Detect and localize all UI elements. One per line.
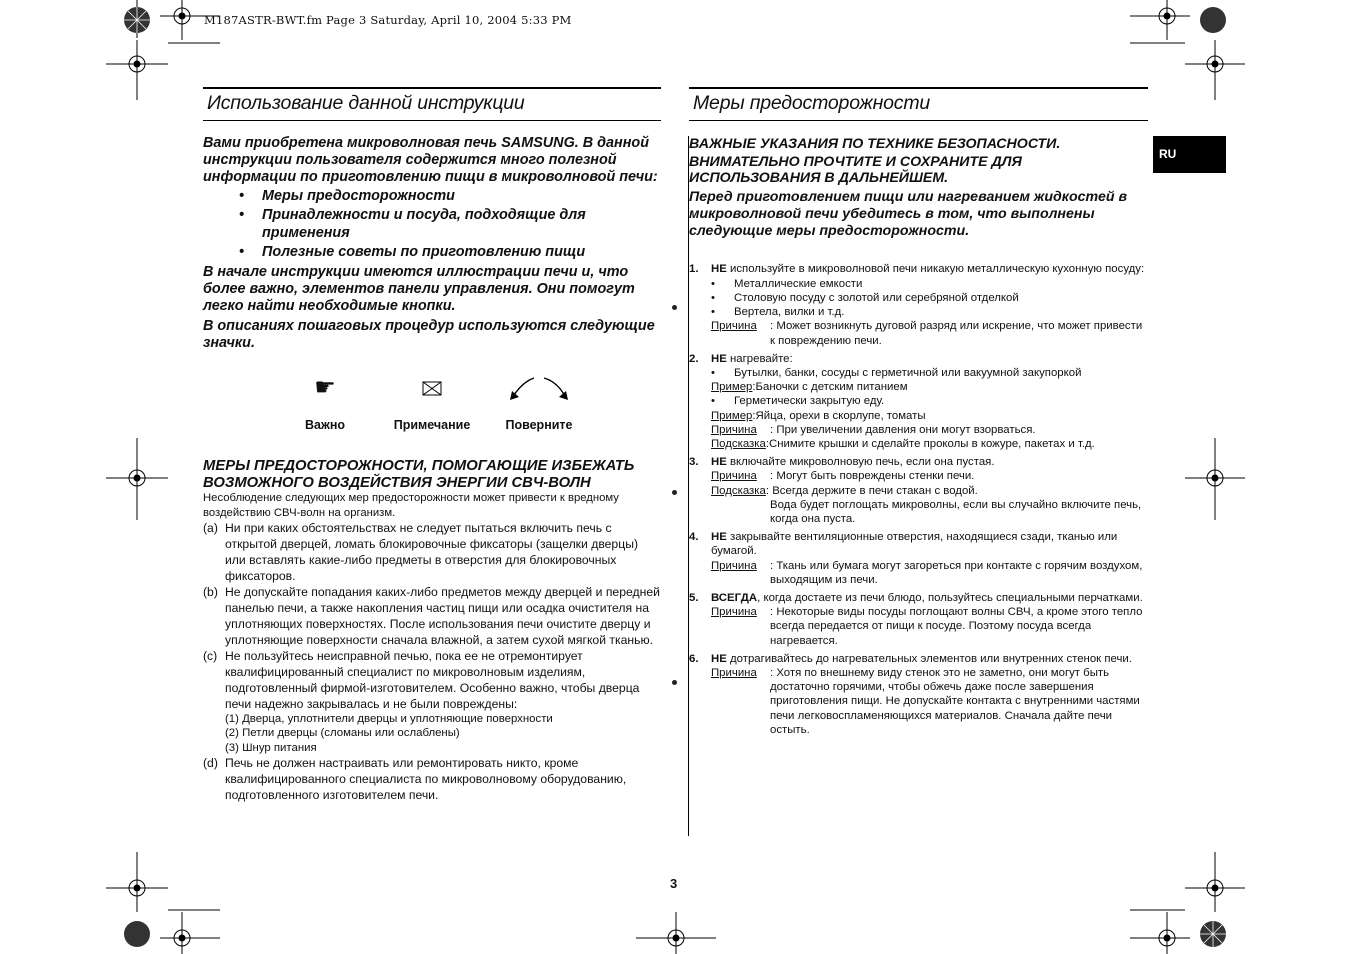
reason-text: : Хотя по внешнему виду стенок это не заметно, они могут быть достаточно горячими, чтобы обжечь даже после завершения приготовления пищи. Не допускайте контакта с внутренними частями печи легковоспламеняющихся материалов. Сначала дайте печи остыть. [770, 666, 1140, 736]
left-section-title: Использование данной инструкции [203, 87, 661, 121]
reason-label: Причина [711, 423, 757, 436]
precautions-list [689, 262, 1148, 737]
safety-item-marker: (c) [203, 648, 218, 663]
reason-text: : Могут быть повреждены стенки печи. [770, 470, 975, 483]
precaution-bullet: • Герметически закрытую еду. [711, 395, 885, 408]
safety-item-text: Печь не должен настраивать или ремонтировать никто, кроме квалифицированного специалиста по микроволновому оборудованию, подготовленного изготовителем печи. [225, 756, 627, 802]
precaution-text: включайте микроволновую печь, если она пустая. [726, 456, 995, 469]
precaution-text: нагревайте: [726, 352, 793, 365]
precautions-intro: Перед приготовлением пищи или нагреванием жидкостей в микроволновой печи убедитесь в том, что выполнены следующие меры предосторожности. [689, 189, 1128, 239]
legend-rotate-label: Поверните [505, 418, 573, 433]
safety-item-text: Не допускайте попадания каких-либо предметов между дверцей и передней панелью печи, а также накопления частиц пищи или осадка очистителя на уплотняющих поверхностях. После использования печи очистите дверцу и уплотняющие поверхности сначала влажной, а затем сухой мягкой тканью. [225, 584, 660, 647]
example-label: Пример [711, 381, 753, 394]
read-and-keep-heading: ВНИМАТЕЛЬНО ПРОЧТИТЕ И СОХРАНИТЕ ДЛЯ ИСПОЛЬЗОВАНИЯ В ДАЛЬНЕЙШЕМ. [689, 153, 1022, 187]
pointing-hand-icon: ☛ [314, 374, 336, 402]
precaution-number: 6. [689, 652, 699, 665]
reason-text: : Может возникнуть дуговой разряд или искрение, что может привести к повреждению печи. [770, 320, 1143, 347]
reason-label: Причина [711, 320, 757, 333]
safety-item-text: Не пользуйтесь неисправной печью, пока ее не отремонтирует квалифицированный специалист по микроволновым изделиям, подготовленный фирмой-изготовителем. Особенно важно, чтобы дверца печи надежно закрывалась и не были повреждены: [225, 648, 640, 711]
right-section-title: Меры предосторожности [689, 87, 1148, 121]
left-column [203, 87, 661, 803]
example-label: Пример [711, 409, 753, 422]
margin-dot [672, 680, 677, 685]
precaution-item [689, 530, 1148, 587]
safety-item [203, 755, 661, 803]
intro-bullet-text: Принадлежности и посуда, подходящие для применения [262, 206, 586, 242]
reason-label: Причина [711, 470, 757, 483]
precaution-item [689, 455, 1148, 526]
safety-item [203, 584, 661, 648]
precaution-bullet: • Металлические емкости [711, 277, 863, 290]
reason-label: Причина [711, 606, 757, 619]
right-column [689, 87, 1148, 741]
intro-bullets [203, 187, 661, 261]
reason-text: : При увеличении давления они могут взорваться. [770, 423, 1036, 436]
reason-line [711, 423, 1148, 437]
intro-bullet-text: Меры предосторожности [262, 188, 455, 205]
intro-bullet: • Меры предосторожности [239, 188, 455, 205]
intro-bullet-text: Полезные советы по приготовлению пищи [262, 243, 586, 260]
safety-instructions-heading: ВАЖНЫЕ УКАЗАНИЯ ПО ТЕХНИКЕ БЕЗОПАСНОСТИ. [689, 136, 1061, 152]
example-text: :Яйца, орехи в скорлупе, томаты [752, 409, 926, 422]
margin-dot [672, 490, 677, 495]
language-tab [1153, 136, 1226, 173]
intro-bullet: • Полезные советы по приготовлению пищи [239, 243, 586, 260]
reason-text: : Некоторые виды посуды поглощают волны СВЧ, а кроме этого тепло всегда передается от пищи к посуде. Поэтому посуда всегда нагревается. [770, 606, 1143, 647]
precaution-text: , когда достаете из печи блюдо, пользуйтесь специальными перчатками. [757, 591, 1143, 604]
margin-dot [672, 305, 677, 310]
icons-paragraph: В описаниях пошаговых процедур используются следующие значки. [203, 317, 655, 351]
precaution-bullet: • Столовую посуду с золотой или серебряной отделкой [711, 291, 1019, 304]
example-line [711, 409, 1148, 423]
precaution-number: 2. [689, 352, 699, 365]
hint-line [711, 437, 1148, 451]
precaution-item [689, 352, 1148, 451]
damage-sublist [225, 712, 661, 755]
example-line [711, 380, 1148, 394]
hint-text: :Снимите крышки и сделайте проколы в кожуре, пакетах и т.д. [765, 437, 1095, 450]
safety-item-marker: (a) [203, 520, 218, 535]
precaution-bullet-text: Вертела, вилки и т.д. [734, 306, 845, 319]
microwave-safety-heading: МЕРЫ ПРЕДОСТОРОЖНОСТИ, ПОМОГАЮЩИЕ ИЗБЕЖАТЬ ВОЗМОЖНОГО ВОЗДЕЙСТВИЯ ЭНЕРГИИ СВЧ-ВОЛН [203, 458, 635, 491]
reason-label: Причина [711, 666, 757, 679]
precaution-text: используйте в микроволновой печи никакую металлическую кухонную посуду: [726, 263, 1145, 276]
hint-label: Подсказка [711, 437, 766, 450]
rotate-arrows-icon [508, 374, 570, 402]
intro-bullet: • Принадлежности и посуда, подходящие для применения [239, 206, 586, 242]
precaution-keyword: НЕ [711, 456, 727, 469]
safety-item-marker: (b) [203, 584, 218, 599]
precaution-text: дотрагивайтесь до нагревательных элементов или внутренних стенок печи. [726, 652, 1132, 665]
illustrations-paragraph: В начале инструкции имеются иллюстрации печи и, что более важно, элементов панели управления. Они помогут легко найти необходимые кнопки. [203, 264, 635, 314]
legend-note-label: Примечание [393, 418, 471, 433]
safety-item-text: Ни при каких обстоятельствах не следует пытаться включить печь с открытой дверцей, ломать блокировочные фиксаторы (защелки дверцы) или вставлять какие-либо предметы в отверстия для блокировочных фиксаторов. [225, 520, 639, 583]
precaution-number: 3. [689, 456, 699, 469]
hint-line [711, 484, 1148, 498]
page-number: 3 [670, 876, 678, 891]
precaution-bullet-text: Столовую посуду с золотой или серебряной отделкой [734, 291, 1019, 304]
reason-line [711, 605, 1148, 648]
file-info-header: M187ASTR-BWT.fm Page 3 Saturday, April 10, 2004 5:33 PM [204, 13, 572, 27]
precaution-keyword: ВСЕГДА [711, 591, 758, 604]
reason-line [711, 319, 1148, 347]
microwave-safety-intro: Несоблюдение следующих мер предосторожности может привести к вредному воздействию СВЧ-волн на организм. [203, 492, 619, 519]
precaution-keyword: НЕ [711, 531, 727, 544]
precaution-item [689, 262, 1148, 347]
precaution-number: 4. [689, 531, 699, 544]
precaution-bullet: • Бутылки, банки, сосуды с герметичной или вакуумной закупоркой [711, 366, 1082, 379]
precaution-bullet: • Вертела, вилки и т.д. [711, 306, 845, 319]
damage-subitem: (2) Петли дверцы (сломаны или ослаблены) [225, 727, 460, 740]
language-tab-label: RU [1159, 147, 1177, 161]
precaution-bullet-text: Герметически закрытую еду. [734, 395, 885, 408]
hint-text: : Всегда держите в печи стакан с водой. [765, 484, 978, 497]
safety-item [203, 520, 661, 584]
legend-rotate [484, 368, 594, 432]
precaution-keyword: НЕ [711, 652, 727, 665]
hint-label: Подсказка [711, 484, 766, 497]
precaution-item [689, 652, 1148, 737]
precaution-number: 5. [689, 591, 699, 604]
precaution-bullet-text: Металлические емкости [734, 277, 863, 290]
legend-note [377, 368, 487, 432]
reason-label: Причина [711, 559, 757, 572]
safety-item-marker: (d) [203, 756, 218, 770]
precaution-item [689, 591, 1148, 648]
hint-continuation: Вода будет поглощать микроволны, если вы случайно включите печь, когда она пуста. [770, 498, 1142, 525]
precaution-keyword: НЕ [711, 352, 727, 365]
damage-subitem: (3) Шнур питания [225, 741, 317, 754]
intro-paragraph: Вами приобретена микроволновая печь SAMSUNG. В данной инструкции пользователя содержится много полезной информации по приготовлению пищи в микроволновой печи: [203, 135, 658, 185]
reason-line [711, 666, 1148, 737]
legend-important [270, 368, 380, 432]
damage-subitem: (1) Дверца, уплотнители дверцы и уплотняющие поверхности [225, 712, 553, 725]
precaution-keyword: НЕ [711, 263, 727, 276]
reason-line [711, 559, 1148, 587]
reason-line [711, 469, 1148, 483]
safety-item [203, 648, 661, 755]
legend-important-label: Важно [304, 418, 346, 433]
envelope-icon [422, 381, 442, 396]
example-text: :Баночки с детским питанием [752, 381, 908, 394]
precaution-number: 1. [689, 263, 699, 276]
reason-text: : Ткань или бумага могут загореться при контакте с горячим воздухом, выходящим из печи. [770, 559, 1143, 586]
precaution-bullet-text: Бутылки, банки, сосуды с герметичной или вакуумной закупоркой [734, 366, 1082, 379]
precaution-text: закрывайте вентиляционные отверстия, находящиеся сзади, тканью или бумагой. [711, 531, 1118, 558]
icon-legend [203, 368, 661, 448]
